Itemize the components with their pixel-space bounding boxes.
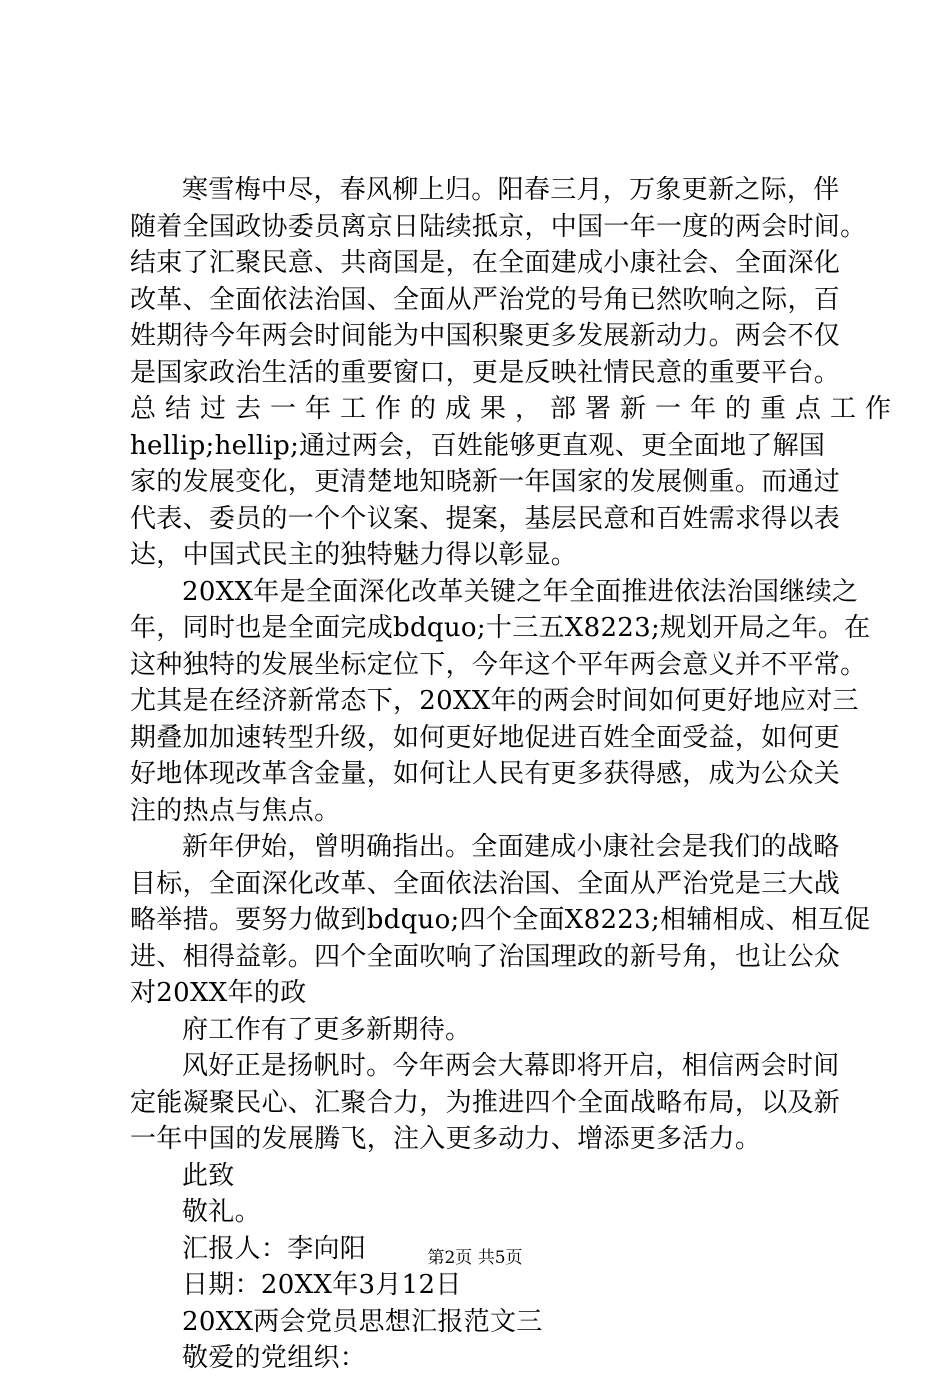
paragraph-line: 随着全国政协委员离京日陆续抵京，中国一年一度的两会时间。 [130,211,867,242]
section-title: 20XX两会党员思想汇报范文三 [182,1306,543,1337]
paragraph-line: 家的发展变化，更清楚地知晓新一年国家的发展侧重。而通过 [130,467,841,497]
paragraph-line: 定能凝聚民心、汇聚合力，为推进四个全面战略布局，以及新 [130,1087,841,1118]
paragraph-line: 新年伊始，曾明确指出。全面建成小康社会是我们的战略 [182,832,840,862]
closing-salutation: 此致 [182,1160,235,1191]
paragraph-line: 年，同时也是全面完成bdquo;十三五X8223;规划开局之年。在 [130,613,871,643]
paragraph-line: 注的热点与焦点。 [130,795,341,826]
paragraph-line: 20XX年是全面深化改革关键之年全面推进依法治国继续之 [182,576,859,607]
paragraph-line: 对20XX年的政 [130,978,307,1008]
paragraph-line: 略举措。要努力做到bdquo;四个全面X8223;相辅相成、相互促 [130,905,871,935]
paragraph-line: 期叠加加速转型升级，如何更好地促进百姓全面受益，如何更 [130,722,841,753]
paragraph-line: 府工作有了更多新期待。 [182,1014,472,1045]
paragraph-line: 尤其是在经济新常态下，20XX年的两会时间如何更好地应对三 [130,686,859,716]
paragraph-line: 这种独特的发展坐标定位下，今年这个平年两会意义并不平常。 [130,649,867,680]
document-body [130,172,901,1377]
paragraph-line: hellip;hellip;通过两会，百姓能够更直观、更全面地了解国 [130,430,826,461]
page-footer: 第2页 共5页 [427,1248,523,1268]
paragraph-line: 目标，全面深化改革、全面依法治国、全面从严治党是三大战 [130,868,841,899]
greeting-line: 敬爱的党组织： [182,1343,367,1373]
date-line: 日期：20XX年3月12日 [182,1270,462,1300]
paragraph-line: 改革、全面依法治国、全面从严治党的号角已然吹响之际，百 [130,284,841,315]
paragraph-line: 进、相得益彰。四个全面吹响了治国理政的新号角，也让公众 [130,941,841,972]
paragraph-line: 达，中国式民主的独特魅力得以彰显。 [130,540,578,570]
paragraph-line: 结束了汇聚民意、共商国是，在全面建成小康社会、全面深化 [130,248,841,278]
paragraph-line: 风好正是扬帆时。今年两会大幕即将开启，相信两会时间 [182,1051,840,1081]
paragraph-line: 好地体现改革含金量，如何让人民有更多获得感，成为公众关 [130,759,841,789]
closing-regards: 敬礼。 [182,1197,261,1227]
paragraph-line: 总结过去一年工作的成果，部署新一年的重点工作 [130,394,901,424]
paragraph-line: 是国家政治生活的重要窗口，更是反映社情民意的重要平台。 [130,357,841,388]
paragraph-line: 姓期待今年两会时间能为中国积聚更多发展新动力。两会不仅 [130,321,841,351]
paragraph-line: 寒雪梅中尽，春风柳上归。阳春三月，万象更新之际，伴 [182,175,840,205]
reporter-line: 汇报人：李向阳 [182,1233,367,1264]
paragraph-line: 一年中国的发展腾飞，注入更多动力、增添更多活力。 [130,1124,762,1154]
paragraph-line: 代表、委员的一个个议案、提案，基层民意和百姓需求得以表 [130,503,841,534]
